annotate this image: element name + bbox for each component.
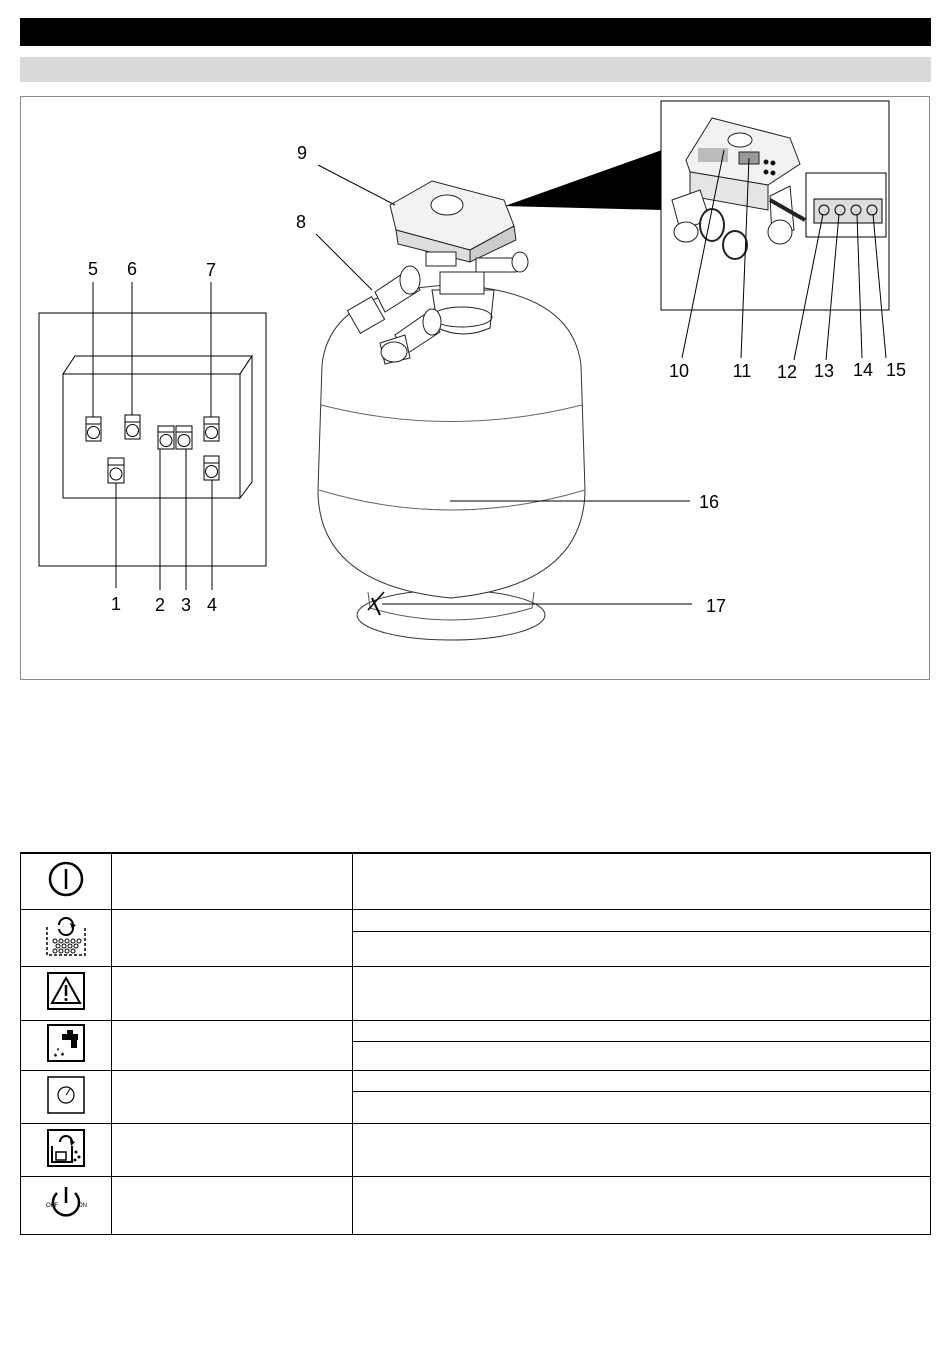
callout-11: 11	[732, 361, 752, 381]
description-cell	[353, 910, 931, 932]
description-cell	[353, 1042, 931, 1071]
gauge-icon	[47, 1076, 85, 1114]
warning-triangle-icon	[47, 972, 85, 1010]
symbol-cell	[21, 1177, 112, 1235]
symbol-cell	[21, 1124, 112, 1177]
callout-8: 8	[295, 212, 307, 232]
name-cell	[112, 910, 353, 967]
button-strip	[814, 199, 882, 223]
description-cell	[353, 1071, 931, 1092]
callout-9: 9	[296, 143, 308, 163]
callout-6: 6	[126, 259, 138, 279]
name-cell	[112, 1071, 353, 1124]
callout-13: 13	[813, 361, 835, 381]
symbol-cell	[21, 1071, 112, 1124]
description-cell	[353, 932, 931, 967]
description-cell	[353, 1092, 931, 1124]
symbol-cell	[21, 854, 112, 910]
rinse-icon	[46, 1128, 86, 1168]
symbol-cell	[21, 1021, 112, 1071]
table-row	[21, 1177, 931, 1235]
name-cell	[112, 1124, 353, 1177]
name-cell	[112, 967, 353, 1021]
controller-head	[390, 181, 528, 272]
description-cell	[353, 1021, 931, 1042]
table-row	[21, 910, 931, 932]
table-row	[21, 967, 931, 1021]
name-cell	[112, 854, 353, 910]
water-tap-icon	[47, 1024, 85, 1062]
callout-7: 7	[205, 260, 217, 280]
table-row	[21, 1124, 931, 1177]
filter-backwash-icon	[43, 913, 89, 959]
callout-3: 3	[180, 595, 192, 615]
name-cell	[112, 1021, 353, 1071]
callout-1: 1	[110, 594, 122, 614]
table-row	[21, 1071, 931, 1092]
callout-10: 10	[668, 361, 690, 381]
callout-12: 12	[776, 362, 798, 382]
table-row	[21, 1021, 931, 1042]
description-cell	[353, 1124, 931, 1177]
zoom-wedge	[505, 150, 662, 210]
callout-4: 4	[206, 595, 218, 615]
callout-15: 15	[885, 360, 907, 380]
off-on-icon	[43, 1183, 89, 1223]
callout-17: 17	[705, 596, 727, 616]
callout-16: 16	[698, 492, 720, 512]
name-cell	[112, 1177, 353, 1235]
filter-tank	[318, 285, 585, 640]
description-cell	[353, 1177, 931, 1235]
description-cell	[353, 967, 931, 1021]
svg-text:ON: ON	[78, 1203, 87, 1209]
symbol-cell	[21, 910, 112, 967]
svg-text:OFF: OFF	[46, 1203, 58, 1209]
description-cell	[353, 854, 931, 910]
power-icon	[46, 859, 86, 899]
callout-14: 14	[852, 360, 874, 380]
callout-2: 2	[154, 595, 166, 615]
table-row	[21, 854, 931, 910]
symbol-cell	[21, 967, 112, 1021]
callout-5: 5	[87, 259, 99, 279]
symbol-legend-table	[20, 852, 931, 1235]
